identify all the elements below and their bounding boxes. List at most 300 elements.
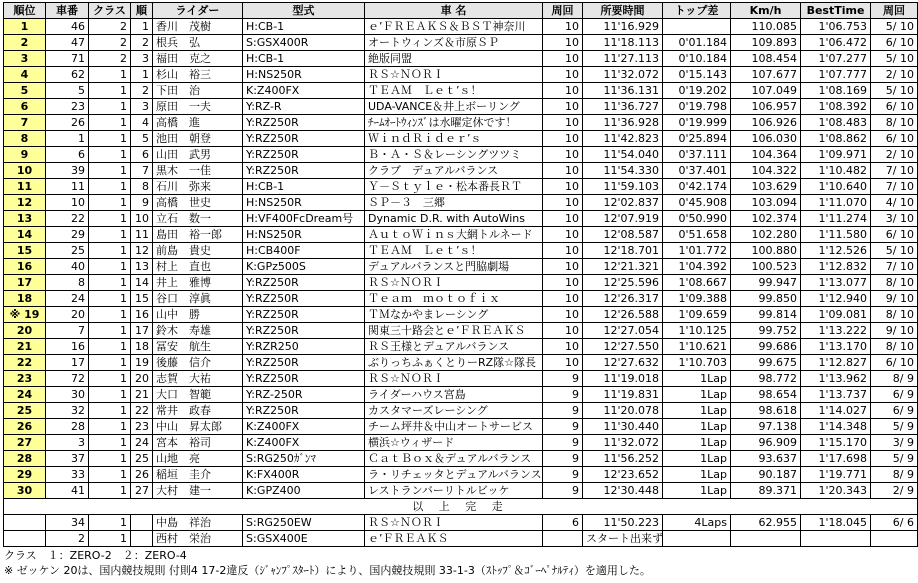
model-cell: H:CB-1 xyxy=(243,179,365,195)
gap-cell: 0'37.401 xyxy=(663,163,731,179)
total-time-cell: 11'32.072 xyxy=(583,67,663,83)
best-time-cell: 1'10.482 xyxy=(801,163,871,179)
model-cell: H:NS250R xyxy=(243,195,365,211)
speed-cell: 100.523 xyxy=(731,259,801,275)
best-lap-cell: 3/ 9 xyxy=(871,435,918,451)
result-row xyxy=(4,19,918,35)
laps-cell: 9 xyxy=(543,451,583,467)
class-rank-cell xyxy=(131,515,153,531)
rider-cell: 根兵 弘 xyxy=(153,35,243,51)
speed-cell: 99.752 xyxy=(731,323,801,339)
laps-cell: 10 xyxy=(543,179,583,195)
class-cell: 1 xyxy=(89,419,131,435)
result-row xyxy=(4,451,918,467)
result-row xyxy=(4,99,918,115)
header-team: 車 名 xyxy=(365,3,543,19)
speed-cell: 98.772 xyxy=(731,371,801,387)
laps-cell: 9 xyxy=(543,483,583,499)
result-row xyxy=(4,435,918,451)
speed-cell: 102.374 xyxy=(731,211,801,227)
best-time-cell: 1'13.737 xyxy=(801,387,871,403)
speed-cell: 99.947 xyxy=(731,275,801,291)
laps-cell: 9 xyxy=(543,403,583,419)
class-rank-cell: 26 xyxy=(131,467,153,483)
model-cell: Y:RZ250R xyxy=(243,291,365,307)
class-rank-cell: 7 xyxy=(131,163,153,179)
position-cell: 20 xyxy=(4,323,46,339)
class-cell: 1 xyxy=(89,291,131,307)
best-time-cell: 1'08.483 xyxy=(801,115,871,131)
laps-cell: 9 xyxy=(543,467,583,483)
model-cell: H:NS250R xyxy=(243,67,365,83)
car-number-cell: 29 xyxy=(46,227,89,243)
speed-cell: 96.909 xyxy=(731,435,801,451)
best-lap-cell: 5/ 9 xyxy=(871,451,918,467)
car-number-cell: 62 xyxy=(46,67,89,83)
class-cell: 1 xyxy=(89,339,131,355)
speed-cell: 98.654 xyxy=(731,387,801,403)
class-rank-cell: 3 xyxy=(131,99,153,115)
rider-cell: 鈴木 寿雄 xyxy=(153,323,243,339)
laps-cell: 10 xyxy=(543,307,583,323)
best-time-cell: 1'13.170 xyxy=(801,339,871,355)
rider-cell: 村上 直也 xyxy=(153,259,243,275)
speed-cell: 103.094 xyxy=(731,195,801,211)
rider-cell: 後藤 信介 xyxy=(153,355,243,371)
best-time-cell: 1'19.771 xyxy=(801,467,871,483)
result-row xyxy=(4,387,918,403)
result-row xyxy=(4,483,918,499)
class-cell: 2 xyxy=(89,19,131,35)
best-time-cell: 1'09.081 xyxy=(801,307,871,323)
laps-cell: 10 xyxy=(543,211,583,227)
unclassified-row xyxy=(4,531,918,547)
position-cell: 7 xyxy=(4,115,46,131)
gap-cell: 1Lap xyxy=(663,387,731,403)
model-cell: Y:RZ250R xyxy=(243,115,365,131)
best-lap-cell: 6/ 10 xyxy=(871,35,918,51)
car-number-cell: 5 xyxy=(46,83,89,99)
gap-cell: 1'04.392 xyxy=(663,259,731,275)
best-time-cell: 1'12.827 xyxy=(801,355,871,371)
position-cell: 6 xyxy=(4,99,46,115)
laps-cell: 10 xyxy=(543,259,583,275)
class-rank-cell: 22 xyxy=(131,403,153,419)
team-cell: Dynamic D.R. with AutoWins xyxy=(365,211,543,227)
laps-cell: 10 xyxy=(543,339,583,355)
team-cell: ＡｕｔｏＷｉｎｓ大網トルネード xyxy=(365,227,543,243)
best-lap-cell: 6/ 10 xyxy=(871,227,918,243)
best-lap-cell: 8/ 10 xyxy=(871,339,918,355)
class-rank-cell: 11 xyxy=(131,227,153,243)
class-rank-cell: 12 xyxy=(131,243,153,259)
position-cell: 25 xyxy=(4,403,46,419)
model-cell: S:GSX400E xyxy=(243,531,365,547)
car-number-cell: 26 xyxy=(46,115,89,131)
class-cell: 1 xyxy=(89,67,131,83)
team-cell: ＲＳ☆ＮＯＲＩ xyxy=(365,371,543,387)
laps-cell: 10 xyxy=(543,99,583,115)
rider-cell: 常井 政春 xyxy=(153,403,243,419)
speed-cell: 106.030 xyxy=(731,131,801,147)
best-time-cell: 1'06.753 xyxy=(801,19,871,35)
class-cell: 2 xyxy=(89,51,131,67)
header-laps: 周回 xyxy=(543,3,583,19)
laps-cell: 10 xyxy=(543,227,583,243)
position-cell: 12 xyxy=(4,195,46,211)
class-cell: 1 xyxy=(89,83,131,99)
speed-cell: 99.675 xyxy=(731,355,801,371)
best-time-cell: 1'11.070 xyxy=(801,195,871,211)
model-cell: K:FX400R xyxy=(243,467,365,483)
result-row xyxy=(4,275,918,291)
best-time-cell: 1'15.170 xyxy=(801,435,871,451)
gap-cell: 1Lap xyxy=(663,371,731,387)
car-number-cell: 20 xyxy=(46,307,89,323)
car-number-cell: 1 xyxy=(46,131,89,147)
position-cell: 15 xyxy=(4,243,46,259)
team-cell: UDA-VANCE＆井上ボーリング xyxy=(365,99,543,115)
gap-cell: 1'10.125 xyxy=(663,323,731,339)
speed-cell: 99.850 xyxy=(731,291,801,307)
model-cell: S:GSX400R xyxy=(243,35,365,51)
car-number-cell: 23 xyxy=(46,99,89,115)
team-cell: ＳＰ－３ 三郷 xyxy=(365,195,543,211)
speed-cell xyxy=(731,531,801,547)
best-time-cell: 1'12.832 xyxy=(801,259,871,275)
rider-cell: 冨安 航生 xyxy=(153,339,243,355)
car-number-cell: 71 xyxy=(46,51,89,67)
total-time-cell: 12'21.321 xyxy=(583,259,663,275)
speed-cell: 104.322 xyxy=(731,163,801,179)
position-cell: 30 xyxy=(4,483,46,499)
class-rank-cell: 9 xyxy=(131,195,153,211)
best-time-cell: 1'09.971 xyxy=(801,147,871,163)
model-cell: S:RG250EW xyxy=(243,515,365,531)
model-cell: K:Z400FX xyxy=(243,419,365,435)
rider-cell: 谷口 淳眞 xyxy=(153,291,243,307)
header-best-time: BestTime xyxy=(801,3,871,19)
rider-cell: 島田 裕一郎 xyxy=(153,227,243,243)
total-time-cell: 11'19.831 xyxy=(583,387,663,403)
car-number-cell: 32 xyxy=(46,403,89,419)
class-rank-cell: 23 xyxy=(131,419,153,435)
team-cell: Ｔｅａｍ ｍｏｔｏｆｉｘ xyxy=(365,291,543,307)
result-row xyxy=(4,147,918,163)
car-number-cell: 28 xyxy=(46,419,89,435)
best-lap-cell: 5/ 9 xyxy=(871,419,918,435)
rider-cell: 大村 建一 xyxy=(153,483,243,499)
team-cell: 絶版同盟 xyxy=(365,51,543,67)
result-row xyxy=(4,115,918,131)
team-cell: 関東三十路会とｅ’ＦＲＥＡＫＳ xyxy=(365,323,543,339)
total-time-cell: 11'42.823 xyxy=(583,131,663,147)
best-lap-cell: 2/ 10 xyxy=(871,67,918,83)
result-row xyxy=(4,307,918,323)
best-lap-cell: 9/ 10 xyxy=(871,291,918,307)
team-cell: 横浜☆ウィザード xyxy=(365,435,543,451)
result-row xyxy=(4,371,918,387)
car-number-cell: 40 xyxy=(46,259,89,275)
penalty-note: ※ ゼッケン 20は、国内競技規則 付則4 17-2違反（ｼﾞｬﾝﾌﾟｽﾀｰﾄ）により、国内競技規則 33-1-3（ｽﾄｯﾌﾟ＆ｺﾞｰﾍﾟﾅﾙﾃｨ）を適用した。 xyxy=(4,564,651,577)
result-row xyxy=(4,467,918,483)
best-time-cell: 1'20.343 xyxy=(801,483,871,499)
class-cell: 1 xyxy=(89,515,131,531)
best-lap-cell: 6/ 9 xyxy=(871,387,918,403)
best-time-cell: 1'14.027 xyxy=(801,403,871,419)
class-cell: 1 xyxy=(89,227,131,243)
gap-cell: 0'19.999 xyxy=(663,115,731,131)
best-lap-cell: 3/ 10 xyxy=(871,211,918,227)
car-number-cell: 16 xyxy=(46,339,89,355)
model-cell: Y:RZ250R xyxy=(243,403,365,419)
total-time-cell: 12'18.701 xyxy=(583,243,663,259)
team-cell: ｅ’ＦＲＥＡＫＳ＆ＢＳＴ神奈川 xyxy=(365,19,543,35)
gap-cell: 1Lap xyxy=(663,483,731,499)
model-cell: H:CB-1 xyxy=(243,51,365,67)
car-number-cell: 41 xyxy=(46,483,89,499)
total-time-cell: 11'54.330 xyxy=(583,163,663,179)
laps-cell: 10 xyxy=(543,163,583,179)
class-rank-cell xyxy=(131,531,153,547)
model-cell: H:NS250R xyxy=(243,227,365,243)
team-cell: ＴＥＡＭ Ｌｅｔ’ｓ！ xyxy=(365,83,543,99)
laps-cell: 10 xyxy=(543,51,583,67)
gap-cell: 1Lap xyxy=(663,435,731,451)
total-time-cell: 11'16.929 xyxy=(583,19,663,35)
model-cell: Y:RZ250R xyxy=(243,307,365,323)
class-rank-cell: 21 xyxy=(131,387,153,403)
header-rider: ライダー xyxy=(153,3,243,19)
gap-cell: 0'45.908 xyxy=(663,195,731,211)
laps-cell: 6 xyxy=(543,515,583,531)
class-rank-cell: 1 xyxy=(131,19,153,35)
gap-cell: 0'01.184 xyxy=(663,35,731,51)
position-cell: 29 xyxy=(4,467,46,483)
speed-cell: 99.686 xyxy=(731,339,801,355)
speed-cell: 97.138 xyxy=(731,419,801,435)
team-cell: ライダーハウス宮島 xyxy=(365,387,543,403)
class-cell: 1 xyxy=(89,307,131,323)
gap-cell: 1'10.621 xyxy=(663,339,731,355)
gap-cell: 1Lap xyxy=(663,403,731,419)
gap-cell: 0'51.658 xyxy=(663,227,731,243)
total-time-cell: 11'19.018 xyxy=(583,371,663,387)
class-rank-cell: 2 xyxy=(131,83,153,99)
class-cell: 1 xyxy=(89,131,131,147)
unclassified-row xyxy=(4,515,918,531)
best-time-cell xyxy=(801,531,871,547)
best-time-cell: 1'08.169 xyxy=(801,83,871,99)
best-time-cell: 1'11.580 xyxy=(801,227,871,243)
class-cell: 1 xyxy=(89,451,131,467)
team-cell: ﾁｰﾑｵｰﾄｳｨﾝｽﾞは水曜定休です！ xyxy=(365,115,543,131)
result-row xyxy=(4,339,918,355)
car-number-cell: 37 xyxy=(46,451,89,467)
result-row xyxy=(4,355,918,371)
class-rank-cell: 15 xyxy=(131,291,153,307)
class-cell: 1 xyxy=(89,387,131,403)
class-cell: 1 xyxy=(89,355,131,371)
class-rank-cell: 4 xyxy=(131,115,153,131)
class-cell: 1 xyxy=(89,371,131,387)
gap-cell: 0'25.894 xyxy=(663,131,731,147)
rider-cell: 立石 数一 xyxy=(153,211,243,227)
class-cell: 1 xyxy=(89,435,131,451)
best-lap-cell: 2/ 10 xyxy=(871,147,918,163)
class-rank-cell: 17 xyxy=(131,323,153,339)
car-number-cell: 11 xyxy=(46,179,89,195)
position-cell xyxy=(4,531,46,547)
total-time-cell: 12'07.919 xyxy=(583,211,663,227)
team-cell: ＷｉｎｄＲｉｄｅｒ’ｓ xyxy=(365,131,543,147)
best-time-cell: 1'17.698 xyxy=(801,451,871,467)
laps-cell: 10 xyxy=(543,83,583,99)
class-rank-cell: 13 xyxy=(131,259,153,275)
position-cell xyxy=(4,515,46,531)
class-cell: 1 xyxy=(89,243,131,259)
model-cell: Y:RZ250R xyxy=(243,163,365,179)
speed-cell: 109.893 xyxy=(731,35,801,51)
position-cell: ※ 19 xyxy=(4,307,46,323)
model-cell: H:VF400FcDream号 xyxy=(243,211,365,227)
car-number-cell: 2 xyxy=(46,531,89,547)
car-number-cell: 7 xyxy=(46,323,89,339)
speed-cell: 100.880 xyxy=(731,243,801,259)
laps-cell: 9 xyxy=(543,371,583,387)
class-cell: 2 xyxy=(89,35,131,51)
team-cell: ＲＳ☆ＮＯＲＩ xyxy=(365,67,543,83)
result-row xyxy=(4,163,918,179)
speed-cell: 93.637 xyxy=(731,451,801,467)
rider-cell: 杉山 裕三 xyxy=(153,67,243,83)
team-cell: チーム坪井＆中山オートサービス xyxy=(365,419,543,435)
rider-cell: 池田 朝登 xyxy=(153,131,243,147)
class-note: クラス １：ZERO-2 ２：ZERO-4 xyxy=(4,549,187,562)
car-number-cell: 72 xyxy=(46,371,89,387)
total-time-cell: 12'25.596 xyxy=(583,275,663,291)
position-cell: 23 xyxy=(4,371,46,387)
laps-cell: 10 xyxy=(543,323,583,339)
position-cell: 11 xyxy=(4,179,46,195)
position-cell: 28 xyxy=(4,451,46,467)
gap-cell: 1Lap xyxy=(663,419,731,435)
model-cell: Y:RZ250R xyxy=(243,131,365,147)
gap-cell: 4Laps xyxy=(663,515,731,531)
class-rank-cell: 25 xyxy=(131,451,153,467)
model-cell: Y:RZR250 xyxy=(243,339,365,355)
best-lap-cell: 8/ 9 xyxy=(871,371,918,387)
total-time-cell: 11'54.040 xyxy=(583,147,663,163)
class-rank-cell: 20 xyxy=(131,371,153,387)
position-cell: 2 xyxy=(4,35,46,51)
best-lap-cell: 8/ 10 xyxy=(871,307,918,323)
class-rank-cell: 14 xyxy=(131,275,153,291)
gap-cell: 0'19.202 xyxy=(663,83,731,99)
total-time-cell: 12'30.448 xyxy=(583,483,663,499)
result-row xyxy=(4,131,918,147)
total-time-cell: 11'20.078 xyxy=(583,403,663,419)
class-rank-cell: 3 xyxy=(131,51,153,67)
position-cell: 21 xyxy=(4,339,46,355)
best-lap-cell: 7/ 10 xyxy=(871,163,918,179)
speed-cell: 62.955 xyxy=(731,515,801,531)
result-row xyxy=(4,403,918,419)
speed-cell: 98.618 xyxy=(731,403,801,419)
best-lap-cell: 6/ 10 xyxy=(871,355,918,371)
team-cell: ＲＳ王様とデュアルバランス xyxy=(365,339,543,355)
position-cell: 24 xyxy=(4,387,46,403)
gap-cell: 0'15.143 xyxy=(663,67,731,83)
best-lap-cell xyxy=(871,531,918,547)
speed-cell: 102.280 xyxy=(731,227,801,243)
gap-cell: 0'50.990 xyxy=(663,211,731,227)
laps-cell: 10 xyxy=(543,67,583,83)
header-class: クラス xyxy=(89,3,131,19)
result-row xyxy=(4,179,918,195)
team-cell: オートウィンズ＆市原ＳＰ xyxy=(365,35,543,51)
gap-cell: 0'19.798 xyxy=(663,99,731,115)
model-cell: Y:RZ250R xyxy=(243,147,365,163)
total-time-cell: 11'30.440 xyxy=(583,419,663,435)
laps-cell: 10 xyxy=(543,35,583,51)
rider-cell: 志賀 大祐 xyxy=(153,371,243,387)
car-number-cell: 46 xyxy=(46,19,89,35)
result-row xyxy=(4,227,918,243)
gap-cell: 1Lap xyxy=(663,451,731,467)
class-rank-cell: 2 xyxy=(131,35,153,51)
team-cell: ＲＳ☆ＮＯＲＩ xyxy=(365,275,543,291)
laps-cell: 9 xyxy=(543,387,583,403)
team-cell: ラ・リチェッタとデュアルバランス xyxy=(365,467,543,483)
best-time-cell: 1'18.045 xyxy=(801,515,871,531)
best-lap-cell: 5/ 10 xyxy=(871,243,918,259)
rider-cell: 中島 祥治 xyxy=(153,515,243,531)
speed-cell: 103.629 xyxy=(731,179,801,195)
gap-cell: 0'10.184 xyxy=(663,51,731,67)
class-cell: 1 xyxy=(89,467,131,483)
position-cell: 1 xyxy=(4,19,46,35)
class-cell: 1 xyxy=(89,259,131,275)
team-cell: ＲＳ☆ＮＯＲＩ xyxy=(365,515,543,531)
model-cell: Y:RZ250R xyxy=(243,323,365,339)
model-cell: Y:RZ250R xyxy=(243,355,365,371)
class-rank-cell: 8 xyxy=(131,179,153,195)
total-time-cell: 11'59.103 xyxy=(583,179,663,195)
best-time-cell: 1'06.472 xyxy=(801,35,871,51)
class-cell: 1 xyxy=(89,403,131,419)
laps-cell: 10 xyxy=(543,243,583,259)
team-cell: ＣａｔＢｏｘ＆デュアルバランス xyxy=(365,451,543,467)
rider-cell: 原田 一夫 xyxy=(153,99,243,115)
best-time-cell: 1'14.348 xyxy=(801,419,871,435)
car-number-cell: 24 xyxy=(46,291,89,307)
finish-separator: 以 上 完 走 xyxy=(4,499,918,515)
class-cell: 1 xyxy=(89,147,131,163)
total-time-cell: 12'27.054 xyxy=(583,323,663,339)
rider-cell: 香川 茂樹 xyxy=(153,19,243,35)
rider-cell: 山中 勝 xyxy=(153,307,243,323)
best-time-cell: 1'08.392 xyxy=(801,99,871,115)
position-cell: 16 xyxy=(4,259,46,275)
model-cell: S:RG250ｶﾞﾝﾏ xyxy=(243,451,365,467)
best-time-cell: 1'08.862 xyxy=(801,131,871,147)
team-cell: ぶりっちふぁくとりーRZ隊☆隊長 xyxy=(365,355,543,371)
class-rank-cell: 1 xyxy=(131,67,153,83)
gap-cell: 1'09.659 xyxy=(663,307,731,323)
result-row xyxy=(4,195,918,211)
team-cell: クラブ デュアルバランス xyxy=(365,163,543,179)
